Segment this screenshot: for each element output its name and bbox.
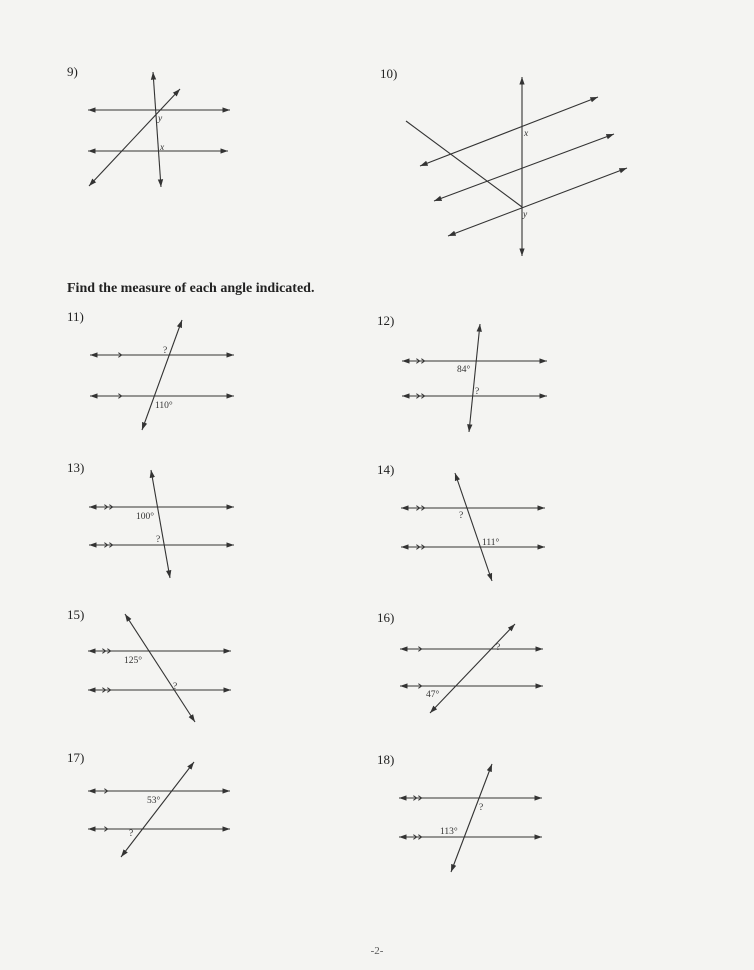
problem-number: 11) — [67, 309, 84, 324]
problem-11-figure — [90, 320, 234, 430]
problem-15-angle-label-1: 125° — [124, 656, 143, 666]
problem-9-angle-label-2: x — [160, 143, 165, 153]
problem-13-angle-label-2: ? — [156, 535, 161, 545]
problem-10-figure — [406, 77, 627, 256]
problem-14-angle-label-1: ? — [459, 511, 464, 521]
problem-16-figure — [400, 624, 543, 713]
problem-number: 12) — [377, 313, 395, 328]
problem-16-angle-label-2: 47° — [426, 690, 440, 700]
problem-10-angle-label-2: y — [523, 210, 528, 220]
problem-number: 18) — [377, 752, 395, 767]
problem-12-angle-label-2: ? — [475, 387, 480, 397]
problem-18-figure — [399, 764, 542, 872]
problem-15-angle-label-2: ? — [173, 682, 178, 692]
problem-17-figure — [88, 762, 230, 857]
problem-11-angle-label-2: 110° — [155, 401, 173, 411]
problem-18-angle-label-1: ? — [479, 803, 484, 813]
problem-number: 17) — [67, 750, 85, 765]
problem-10-angle-label-1: x — [524, 129, 529, 139]
problem-number: 10) — [380, 66, 398, 81]
problem-9-figure — [88, 72, 230, 187]
problem-14-angle-label-2: 111° — [482, 538, 500, 548]
problem-13-angle-label-1: 100° — [136, 512, 155, 522]
problem-number: 14) — [377, 462, 395, 477]
problem-number: 15) — [67, 607, 85, 622]
problem-15-figure — [88, 614, 231, 722]
problem-17-angle-label-1: 53° — [147, 796, 161, 806]
problem-number: 13) — [67, 460, 85, 475]
problem-12-angle-label-1: 84° — [457, 365, 471, 375]
problem-number: 9) — [67, 64, 78, 79]
problem-16-angle-label-1: ? — [496, 643, 501, 653]
page-footer: -2- — [370, 945, 384, 957]
problem-17-angle-label-2: ? — [129, 829, 134, 839]
problem-18-angle-label-2: 113° — [440, 827, 458, 837]
problem-13-figure — [89, 470, 234, 578]
problem-11-angle-label-1: ? — [163, 346, 168, 356]
problem-9-angle-label-1: y — [158, 114, 163, 124]
problem-number: 16) — [377, 610, 395, 625]
problem-12-figure — [402, 324, 547, 432]
problem-14-figure — [401, 473, 545, 581]
section-heading: Find the measure of each angle indicated. — [67, 281, 315, 296]
